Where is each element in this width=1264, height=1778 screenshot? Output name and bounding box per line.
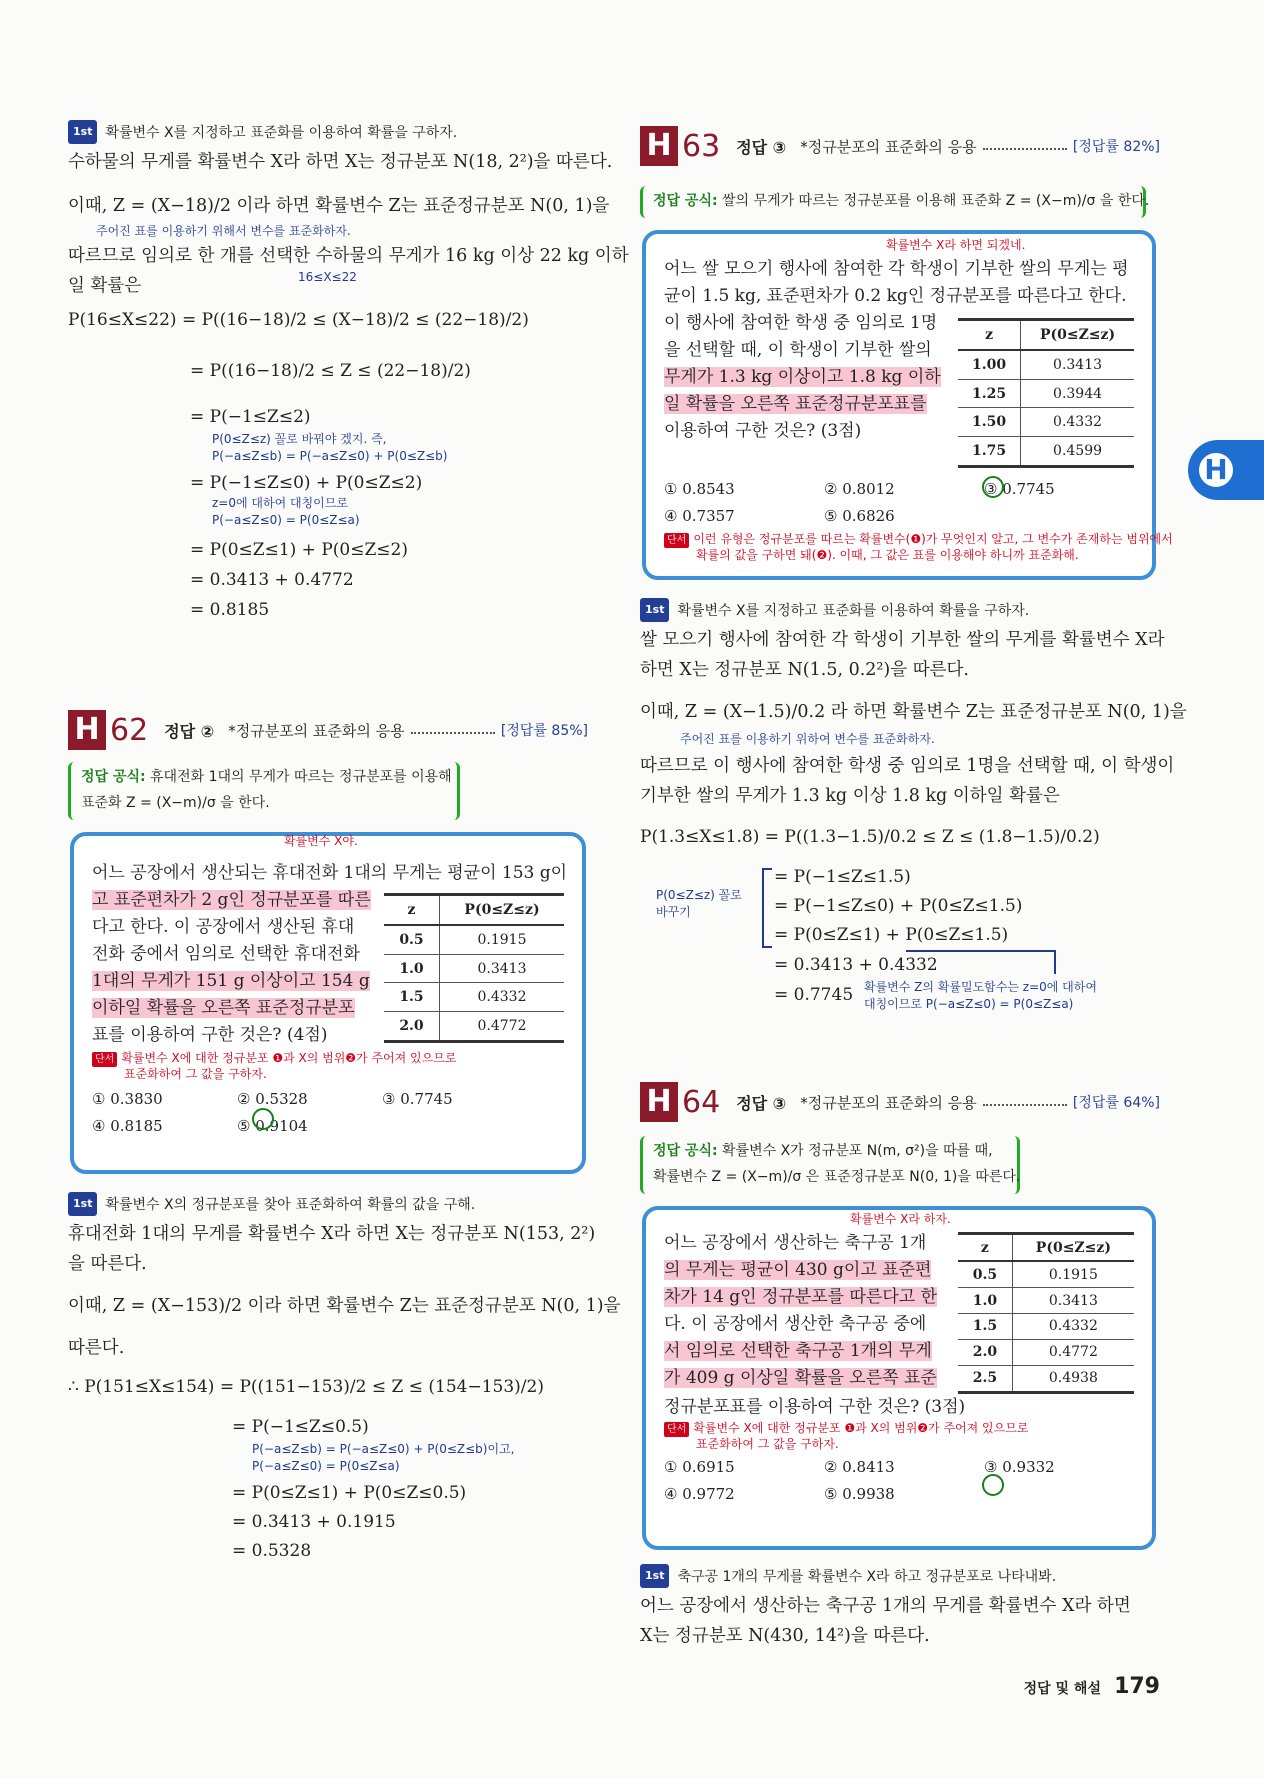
s63-eq-5: = 0.3413 + 0.4332 <box>774 955 938 975</box>
p63-choices <box>664 476 1134 530</box>
choice-2[interactable]: ② 0.8413 <box>824 1458 895 1476</box>
topic-label: *정규분포의 표준화의 응용 <box>800 1093 977 1112</box>
s63-note-sym-2: 대칭이므로 P(−a≤Z≤0) = P(0≤Z≤a) <box>864 997 1074 1011</box>
p64-ann-x: 확률변수 X라 하자. <box>850 1212 951 1226</box>
s62-line-1: 휴대전화 1대의 무게를 확률변수 X라 하면 X는 정규분포 N(153, 2²) <box>68 1224 596 1244</box>
problem-64-header <box>640 1082 1160 1122</box>
chapter-side-tab[interactable] <box>1188 440 1264 500</box>
choice-1[interactable]: ① 0.8543 <box>664 480 735 498</box>
s63-line-4: 따르므로 이 행사에 참여한 학생 중 임의로 1명을 선택할 때, 이 학생이 <box>640 756 1175 776</box>
s63-eq-2: = P(−1≤Z≤1.5) <box>774 867 911 887</box>
p62-line-4: 전화 중에서 임의로 선택한 휴대전화 <box>92 944 360 964</box>
s61-eq-4: = P(−1≤Z≤0) + P(0≤Z≤2) <box>190 473 423 493</box>
p63-z-table: z P(0≤Z≤z) 1.00 0.3413 1.25 0.3944 1.50 0.4332 1.75 0.4599 <box>958 318 1134 468</box>
problem-number: 62 <box>110 712 149 748</box>
s62-eq-2: = P(−1≤Z≤0.5) <box>232 1417 369 1437</box>
s63-eq-4: = P(0≤Z≤1) + P(0≤Z≤1.5) <box>774 925 1009 945</box>
s63-eq-6: = 0.7745 <box>774 985 854 1005</box>
s61-note-d: P(−a≤Z≤0) = P(0≤Z≤a) <box>212 513 360 527</box>
s62-note-a: P(−a≤Z≤b) = P(−a≤Z≤0) + P(0≤Z≤b)이고, <box>252 1442 515 1456</box>
s63-note-sym-1: 확률변수 Z의 확률밀도함수는 z=0에 대하여 <box>864 980 1097 994</box>
s61-eq-1: P(16≤X≤22) = P((16−18)/2 ≤ (X−18)/2 ≤ (22−18)/2) <box>68 310 529 330</box>
s62-eq-1: ∴ P(151≤X≤154) = P((151−153)/2 ≤ Z ≤ (154−153)/2) <box>68 1377 544 1397</box>
p62-line-7: 표를 이용하여 구한 것은? (4점) <box>92 1025 328 1045</box>
choice-1[interactable]: ① 0.6915 <box>664 1458 735 1476</box>
p62-line-3: 다고 한다. 이 공장에서 생산된 휴대 <box>92 917 355 937</box>
p63-line-6: 일 확률을 오른쪽 표준정규분포표를 <box>664 394 927 414</box>
s61-line-2: 이때, Z = (X−18)/2 이라 하면 확률변수 Z는 표준정규분포 N(0, 1)을 <box>68 196 610 216</box>
s61-eq-3: = P(−1≤Z≤2) <box>190 407 311 427</box>
p64-hint: 단서 확률변수 X에 대한 정규분포 ❶과 X의 범위❷가 주어져 있으므로 <box>664 1421 1134 1437</box>
s62-eq-4: = 0.3413 + 0.1915 <box>232 1512 396 1532</box>
s63-line-1: 쌀 모으기 행사에 참여한 각 학생이 기부한 쌀의 무게를 확률변수 X라 <box>640 630 1165 650</box>
p62-line-5: 1대의 무게가 151 g 이상이고 154 g <box>92 971 370 991</box>
choice-4[interactable]: ④ 0.9772 <box>664 1485 735 1503</box>
s61-note-a: P(0≤Z≤z) 꼴로 바꿔야 겠지. 즉, <box>212 432 387 446</box>
s61-eq-6: = 0.3413 + 0.4772 <box>190 570 354 590</box>
formula-label: 정답 공식: <box>653 1143 718 1159</box>
s63-line-5: 기부한 쌀의 무게가 1.3 kg 이상 1.8 kg 이하일 확률은 <box>640 786 1060 806</box>
p63-line-4: 을 선택할 때, 이 학생이 기부한 쌀의 <box>664 340 932 360</box>
s61-line-3: 따르므로 임의로 한 개를 선택한 수하물의 무게가 16 kg 이상 22 kg 이하 <box>68 246 629 266</box>
correct-answer-circle <box>982 476 1004 498</box>
s62-line-3: 이때, Z = (X−153)/2 이라 하면 확률변수 Z는 표준정규분포 N(0, 1)을 <box>68 1296 621 1316</box>
s62-eq-5: = 0.5328 <box>232 1541 312 1561</box>
choice-5[interactable]: ⑤ 0.6826 <box>824 507 895 525</box>
table-row: 0.5 0.1915 <box>384 925 564 954</box>
p62-ann-x: 확률변수 X야. <box>284 834 358 848</box>
page-number: 179 <box>1114 1674 1160 1699</box>
s61-note-range: 16≤X≤22 <box>298 270 357 284</box>
s62-note-b: P(−a≤Z≤0) = P(0≤Z≤a) <box>252 1459 400 1473</box>
choice-2[interactable]: ② 0.8012 <box>824 480 895 498</box>
choice-3[interactable]: ③ 0.7745 <box>984 480 1055 498</box>
p62-line-1: 어느 공장에서 생산되는 휴대전화 1대의 무게는 평균이 153 g이 <box>92 863 568 883</box>
problem-number: 64 <box>682 1084 721 1120</box>
s63-side-note-2: 바꾸기 <box>656 905 691 919</box>
answer-label: 정답 ③ <box>736 137 787 157</box>
table-row: 2.0 0.4772 <box>958 1339 1134 1365</box>
problem-62-header <box>68 710 588 750</box>
p63-line-5: 무게가 1.3 kg 이상이고 1.8 kg 이하 <box>664 367 941 387</box>
s61-note-c: z=0에 대하여 대칭이므로 <box>212 496 348 510</box>
choice-3[interactable]: ③ 0.9332 <box>984 1458 1055 1476</box>
choice-4[interactable]: ④ 0.7357 <box>664 507 735 525</box>
step-61-title: 1st 확률변수 X를 지정하고 표준화를 이용하여 확률을 구하자. <box>68 120 457 144</box>
topic-label: *정규분포의 표준화의 응용 <box>228 721 405 740</box>
s61-note-b: P(−a≤Z≤b) = P(−a≤Z≤0) + P(0≤Z≤b) <box>212 449 448 463</box>
leader-dots <box>411 726 495 734</box>
problem-64-box: 확률변수 X라 하자. 어느 공장에서 생산하는 축구공 1개 의 무게는 평균이 430 g이고 표준편 차가 14 g인 정규분포를 따른다고 한 다. 이 공장에서 생산한 축구공 중에 서 임의로 선택한 축구공 1개의 무게 가 409 g 이상일 확률을 오른쪽 표준 z P(0≤Z≤z) 0.5 0.1915 1.0 0.3413 1.5 0.4332 2.0 0.4772 2.5 0.4938 정규분포표를 이용하여 구한 것은? (3점) 단서 확률변수 X에 대한 정규분포 ❶과 X의 범위❷가 주어져 있으므로 표준화하여 그 값을 구하자. ① 0.6915 ② 0.8413 ③ 0.9332 ④ 0.9772 ⑤ 0.9938 <box>642 1206 1156 1550</box>
leader-dots <box>983 142 1067 150</box>
correct-answer-circle <box>252 1108 274 1130</box>
table-row: 1.00 0.3413 <box>958 350 1134 379</box>
choice-4[interactable]: ④ 0.8185 <box>92 1117 163 1135</box>
choice-5[interactable]: ⑤ 0.9104 <box>237 1117 308 1135</box>
h-badge: H <box>640 1082 678 1122</box>
p62-choices <box>92 1086 564 1140</box>
table-row: 1.0 0.3413 <box>384 954 564 983</box>
p63-line-2: 균이 1.5 kg, 표준편차가 0.2 kg인 정규분포를 따른다고 한다. <box>664 286 1127 306</box>
s62-eq-3: = P(0≤Z≤1) + P(0≤Z≤0.5) <box>232 1483 467 1503</box>
leader-dots <box>983 1098 1067 1106</box>
formula-label: 정답 공식: <box>81 769 146 785</box>
s61-line-4: 일 확률은 <box>68 276 142 296</box>
table-row: 1.75 0.4599 <box>958 437 1134 467</box>
s62-line-2: 을 따른다. <box>68 1254 147 1274</box>
h-badge: H <box>640 126 678 166</box>
p64-line-5: 서 임의로 선택한 축구공 1개의 무게 <box>664 1341 932 1361</box>
s61-note-standardize: 주어진 표를 이용하기 위해서 변수를 표준화하자. <box>96 224 351 238</box>
s62-line-4: 따른다. <box>68 1338 125 1358</box>
correct-answer-circle <box>982 1474 1004 1496</box>
problem-63-box: 확률변수 X라 하면 되겠네. 어느 쌀 모으기 행사에 참여한 각 학생이 기부한 쌀의 무게는 평 균이 1.5 kg, 표준편차가 0.2 kg인 정규분포를 따른다고 한다. 이 행사에 참여한 학생 중 임의로 1명 을 선택할 때, 이 학생이 기부한 쌀의 무게가 1.3 kg 이상이고 1.8 kg 이하 일 확률을 오른쪽 표준정규분포표를 이용하여 구한 것은? (3점) z P(0≤Z≤z) 1.00 0.3413 1.25 0.3944 1.50 0.4332 1.75 0.4599 ① 0.8543 ② 0.8012 ③ 0.7745 ④ 0.7357 ⑤ 0.6826 단서 이런 유형은 정규분포를 따르는 확률변수(❶)가 무엇인지 알고, 그 변수가 존재하는 범위에서 확률의 값을 구하면 돼(❷). 이때, 그 값은 표를 이용해야 하니까 표준화해. <box>642 230 1156 580</box>
problem-number: 63 <box>682 128 721 164</box>
s63-eq-3: = P(−1≤Z≤0) + P(0≤Z≤1.5) <box>774 896 1023 916</box>
p64-line-3: 차가 14 g인 정규분포를 따른다고 한 <box>664 1287 938 1307</box>
formula-label: 정답 공식: <box>653 193 718 209</box>
table-row: 1.50 0.4332 <box>958 408 1134 437</box>
topic-label: *정규분포의 표준화의 응용 <box>800 137 977 156</box>
step-63-title: 1st 확률변수 X를 지정하고 표준화를 이용하여 확률을 구하자. <box>640 598 1029 622</box>
p64-line-4: 다. 이 공장에서 생산한 축구공 중에 <box>664 1314 927 1334</box>
table-row: 1.0 0.3413 <box>958 1288 1134 1314</box>
choice-3[interactable]: ③ 0.7745 <box>382 1090 453 1108</box>
p64-line-2: 의 무게는 평균이 430 g이고 표준편 <box>664 1260 932 1280</box>
bracket <box>762 868 772 948</box>
h-badge: H <box>68 710 106 750</box>
s61-eq-2: = P((16−18)/2 ≤ Z ≤ (22−18)/2) <box>190 361 471 381</box>
p63-formula-box: 정답 공식: 쌀의 무게가 따르는 정규분포를 이용해 표준화 Z = (X−m)/σ 을 한다. <box>640 186 1146 218</box>
table-row: 0.5 0.1915 <box>958 1261 1134 1288</box>
p62-formula-box: 정답 공식: 휴대전화 1대의 무게가 따르는 정규분포를 이용해 표준화 Z = (X−m)/σ 을 한다. <box>68 762 460 820</box>
arrow-line <box>906 950 1056 974</box>
choice-5[interactable]: ⑤ 0.9938 <box>824 1485 895 1503</box>
problem-62-box: 확률변수 X야. 어느 공장에서 생산되는 휴대전화 1대의 무게는 평균이 153 g이 고 표준편차가 2 g인 정규분포를 따른 다고 한다. 이 공장에서 생산된 휴대 전화 중에서 임의로 선택한 휴대전화 1대의 무게가 151 g 이상이고 154 g 이하일 확률을 오른쪽 표준정규분포 표를 이용하여 구한 것은? (4점) z P(0≤Z≤z) 0.5 0.1915 1.0 0.3413 1.5 0.4332 2.0 0.4772 단서 확률변수 X에 대한 정규분포 ❶과 X의 범위❷가 주어져 있으므로 표준화하여 그 값을 구하자. ① 0.3830 ② 0.5328 ③ 0.7745 ④ 0.8185 ⑤ 0.9104 <box>70 832 586 1174</box>
p64-line-1: 어느 공장에서 생산하는 축구공 1개 <box>664 1233 927 1253</box>
p64-formula-box: 정답 공식: 확률변수 X가 정규분포 N(m, σ²)을 따를 때, 확률변수 Z = (X−m)/σ 은 표준정규분포 N(0, 1)을 따른다. <box>640 1136 1020 1194</box>
answer-label: 정답 ③ <box>736 1093 787 1113</box>
p63-hint: 단서 이런 유형은 정규분포를 따르는 확률변수(❶)가 무엇인지 알고, 그 변수가 존재하는 범위에서 <box>664 532 1134 548</box>
table-row: 1.5 0.4332 <box>384 983 564 1012</box>
accuracy-rate: [정답률 82%] <box>1072 139 1160 155</box>
footer-title: 정답 및 해설 <box>1023 1681 1101 1697</box>
s61-line-1: 수하물의 무게를 확률변수 X라 하면 X는 정규분포 N(18, 2²)을 따른다. <box>68 152 613 172</box>
s63-line-3: 이때, Z = (X−1.5)/0.2 라 하면 확률변수 Z는 표준정규분포 N(0, 1)을 <box>640 702 1187 722</box>
p64-line-7: 정규분포표를 이용하여 구한 것은? (3점) <box>664 1397 966 1417</box>
choice-2[interactable]: ② 0.5328 <box>237 1090 308 1108</box>
chapter-h-icon: H <box>1196 450 1236 490</box>
s63-line-2: 하면 X는 정규분포 N(1.5, 0.2²)을 따른다. <box>640 660 969 680</box>
answer-label: 정답 ② <box>164 721 215 741</box>
step-62-title: 1st 확률변수 X의 정규분포를 찾아 표준화하여 확률의 값을 구해. <box>68 1192 475 1216</box>
page-footer <box>1024 1674 1160 1699</box>
p63-line-3: 이 행사에 참여한 학생 중 임의로 1명 <box>664 313 938 333</box>
p62-z-table: z P(0≤Z≤z) 0.5 0.1915 1.0 0.3413 1.5 0.4332 2.0 0.4772 <box>384 893 564 1043</box>
p62-line-2: 고 표준편차가 2 g인 정규분포를 따른 <box>92 890 371 910</box>
table-row: 1.5 0.4332 <box>958 1314 1134 1340</box>
accuracy-rate: [정답률 85%] <box>500 723 588 739</box>
s64-line-2: X는 정규분포 N(430, 14²)을 따른다. <box>640 1626 930 1646</box>
s63-side-note-1: P(0≤Z≤z) 꼴로 <box>656 888 742 902</box>
s61-eq-5: = P(0≤Z≤1) + P(0≤Z≤2) <box>190 540 408 560</box>
p62-hint: 단서 확률변수 X에 대한 정규분포 ❶과 X의 범위❷가 주어져 있으므로 <box>92 1051 564 1067</box>
p64-line-6: 가 409 g 이상일 확률을 오른쪽 표준 <box>664 1368 937 1388</box>
problem-63-header <box>640 126 1160 166</box>
choice-1[interactable]: ① 0.3830 <box>92 1090 163 1108</box>
p62-line-6: 이하일 확률을 오른쪽 표준정규분포 <box>92 998 355 1018</box>
p64-choices <box>664 1454 1134 1508</box>
s63-eq-1: P(1.3≤X≤1.8) = P((1.3−1.5)/0.2 ≤ Z ≤ (1.8−1.5)/0.2) <box>640 827 1100 847</box>
p63-line-7: 이용하여 구한 것은? (3점) <box>664 421 862 441</box>
table-row: 1.25 0.3944 <box>958 379 1134 408</box>
s64-line-1: 어느 공장에서 생산하는 축구공 1개의 무게를 확률변수 X라 하면 <box>640 1596 1131 1616</box>
p64-z-table: z P(0≤Z≤z) 0.5 0.1915 1.0 0.3413 1.5 0.4332 2.0 0.4772 2.5 0.4938 <box>958 1232 1134 1394</box>
table-row: 2.5 0.4938 <box>958 1365 1134 1392</box>
s61-eq-7: = 0.8185 <box>190 600 270 620</box>
step-64-title: 1st 축구공 1개의 무게를 확률변수 X라 하고 정규분포로 나타내봐. <box>640 1564 1056 1588</box>
accuracy-rate: [정답률 64%] <box>1072 1095 1160 1111</box>
p63-ann-x: 확률변수 X라 하면 되겠네. <box>886 238 1026 252</box>
s63-note-standardize: 주어진 표를 이용하기 위하여 변수를 표준화하자. <box>680 732 935 746</box>
table-row: 2.0 0.4772 <box>384 1012 564 1042</box>
p63-line-1: 어느 쌀 모으기 행사에 참여한 각 학생이 기부한 쌀의 무게는 평 <box>664 259 1129 279</box>
